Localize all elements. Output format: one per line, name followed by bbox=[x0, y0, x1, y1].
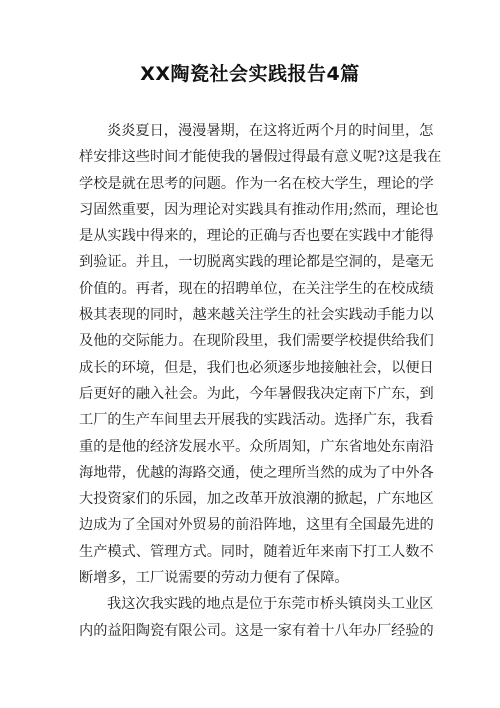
paragraph-line: 生产模式、管理方式。同时，随着近年来南下打工人数不 bbox=[79, 543, 434, 560]
paragraph-line: 后更好的融入社会。为此，今年暑假我决定南下广东，到 bbox=[79, 385, 434, 402]
document-body bbox=[79, 118, 442, 644]
paragraph-line: 大投资家们的乐园，加之改革开放浪潮的掀起，广东地区 bbox=[79, 491, 434, 508]
paragraph-line: 炎炎夏日，漫漫暑期，在这将近两个月的时间里，怎 bbox=[107, 123, 434, 139]
paragraph-line: 习固然重要，因为理论对实践具有推动作用;然而，理论也 bbox=[79, 201, 439, 218]
paragraph-line: 我这次我实践的地点是位于东莞市桥头镇岗头工业区 bbox=[107, 596, 434, 613]
paragraph-line: 断增多，工厂说需要的劳动力便有了保障。 bbox=[79, 570, 349, 587]
paragraph-line: 内的益阳陶瓷有限公司。这是一家有着十八年办厂经验的 bbox=[79, 622, 434, 639]
paragraph-line: 边成为了全国对外贸易的前沿阵地，这里有全国最先进的 bbox=[79, 517, 434, 534]
paragraph-line: 到验证。并且，一切脱离实践的理论都是空洞的，是毫无 bbox=[79, 254, 434, 271]
paragraph-line: 工厂的生产车间里去开展我的实践活动。选择广东，我看 bbox=[79, 412, 434, 429]
paragraph-line: 是从实践中得来的，理论的正确与否也要在实践中才能得 bbox=[79, 228, 434, 245]
paragraph-line: 样安排这些时间才能使我的暑假过得最有意义呢?这是我在 bbox=[79, 149, 442, 166]
paragraph-line: 价值的。再者，现在的招聘单位，在关注学生的在校成绩 bbox=[79, 280, 434, 297]
paragraph-line: 学校是就在思考的问题。作为一名在校大学生，理论的学 bbox=[79, 175, 434, 192]
document-title: XX陶瓷社会实践报告4篇 bbox=[140, 63, 360, 85]
paragraph-line: 成长的环境，但是，我们也必须逐步地接触社会，以便日 bbox=[79, 359, 434, 376]
paragraph-line: 重的是他的经济发展水平。众所周知，广东省地处东南沿 bbox=[79, 438, 434, 455]
paragraph-line: 海地带，优越的海路交通，使之理所当然的成为了中外各 bbox=[79, 464, 434, 481]
paragraph-line: 及他的交际能力。在现阶段里，我们需要学校提供给我们 bbox=[79, 333, 434, 350]
paragraph-line: 极其表现的同时，越来越关注学生的社会实践动手能力以 bbox=[79, 307, 434, 324]
